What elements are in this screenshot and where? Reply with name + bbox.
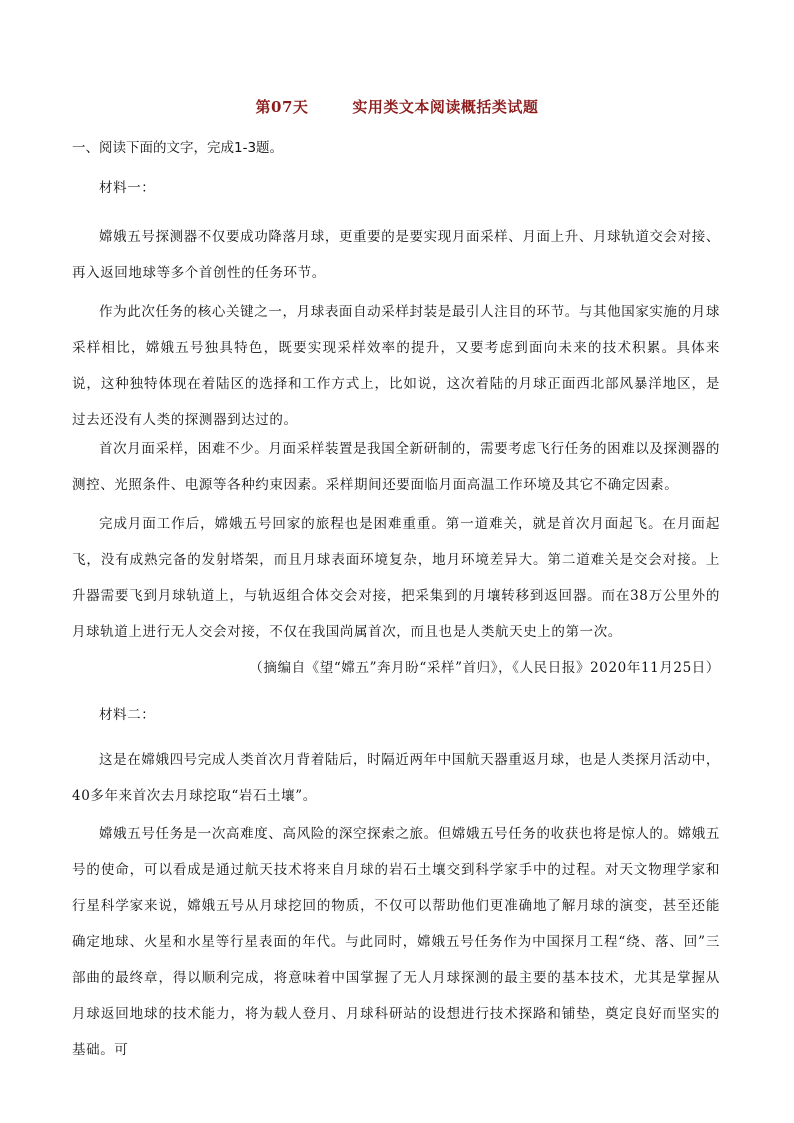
topic-label: 实用类文本阅读概括类试题 xyxy=(352,98,539,116)
material1-paragraph-4: 完成月面工作后，嫦娥五号回家的旅程也是困难重重。第一道难关，就是首次月面起飞。在月面起飞，没有成熟完备的发射塔架，而且月球表面环境复杂，地月环境差异大。第二道难关是交会对接。上升器需要飞到月球轨道上，与轨返组合体交会对接，把采集到的月壤转移到返回器。而在38万公里外的月球轨道上进行无人交会对接，不仅在我国尚属首次，而且也是人类航天史上的第一次。 xyxy=(72,516,720,640)
material2-paragraph-2: 嫦娥五号任务是一次高难度、高风险的深空探索之旅。但嫦娥五号任务的收获也将是惊人的。嫦娥五号的使命，可以看成是通过航天技术将来自月球的岩石土壤交到科学家手中的过程。对天文物理学家和行星科学家来说，嫦娥五号从月球挖回的物质，不仅可以帮助他们更准确地了解月球的演变，甚至还能确定地球、火星和水星等行星表面的年代。与此同时，嫦娥五号任务作为中国探月工程“绕、落、回”三部曲的最终章，得以顺利完成，将意味着中国掌握了无人月球探测的最主要的基本技术，尤其是掌握从月球返回地球的技术能力，将为载人登月、月球科研站的设想进行技术探路和铺垫，奠定良好而坚实的基础。可 xyxy=(72,826,720,1058)
material1-source: （摘编自《望“嫦五”奔月盼“采样”首归》，《人民日报》2020年11月25日） xyxy=(249,660,720,676)
material1-paragraph-3: 首次月面采样，困难不少。月面采样装置是我国全新研制的，需要考虑飞行任务的困难以及探测器的测控、光照条件、电源等各种约束因素。采样期间还要面临月面高温工作环境及其它不确定因素。 xyxy=(72,441,720,493)
page-title xyxy=(0,96,794,117)
material2-label: 材料二： xyxy=(99,707,156,723)
material2-paragraph-1: 这是在嫦娥四号完成人类首次月背着陆后，时隔近两年中国航天器重返月球，也是人类探月活动中，40多年来首次去月球挖取“岩石土壤”。 xyxy=(72,752,720,804)
section-heading: 一、阅读下面的文字，完成1-3题。 xyxy=(72,140,284,156)
material1-paragraph-1: 嫦娥五号探测器不仅要成功降落月球，更重要的是要实现月面采样、月面上升、月球轨道交会对接、再入返回地球等多个首创性的任务环节。 xyxy=(72,229,720,281)
material1-label: 材料一： xyxy=(99,180,156,196)
material1-paragraph-2: 作为此次任务的核心关键之一，月球表面自动采样封装是最引人注目的环节。与其他国家实施的月球采样相比，嫦娥五号独具特色，既要实现采样效率的提升，又要考虑到面向未来的技术积累。具体来说，这种独特体现在着陆区的选择和工作方式上，比如说，这次着陆的月球正面西北部风暴洋地区，是过去还没有人类的探测器到达过的。 xyxy=(72,304,720,428)
day-label: 第07天 xyxy=(255,98,309,116)
